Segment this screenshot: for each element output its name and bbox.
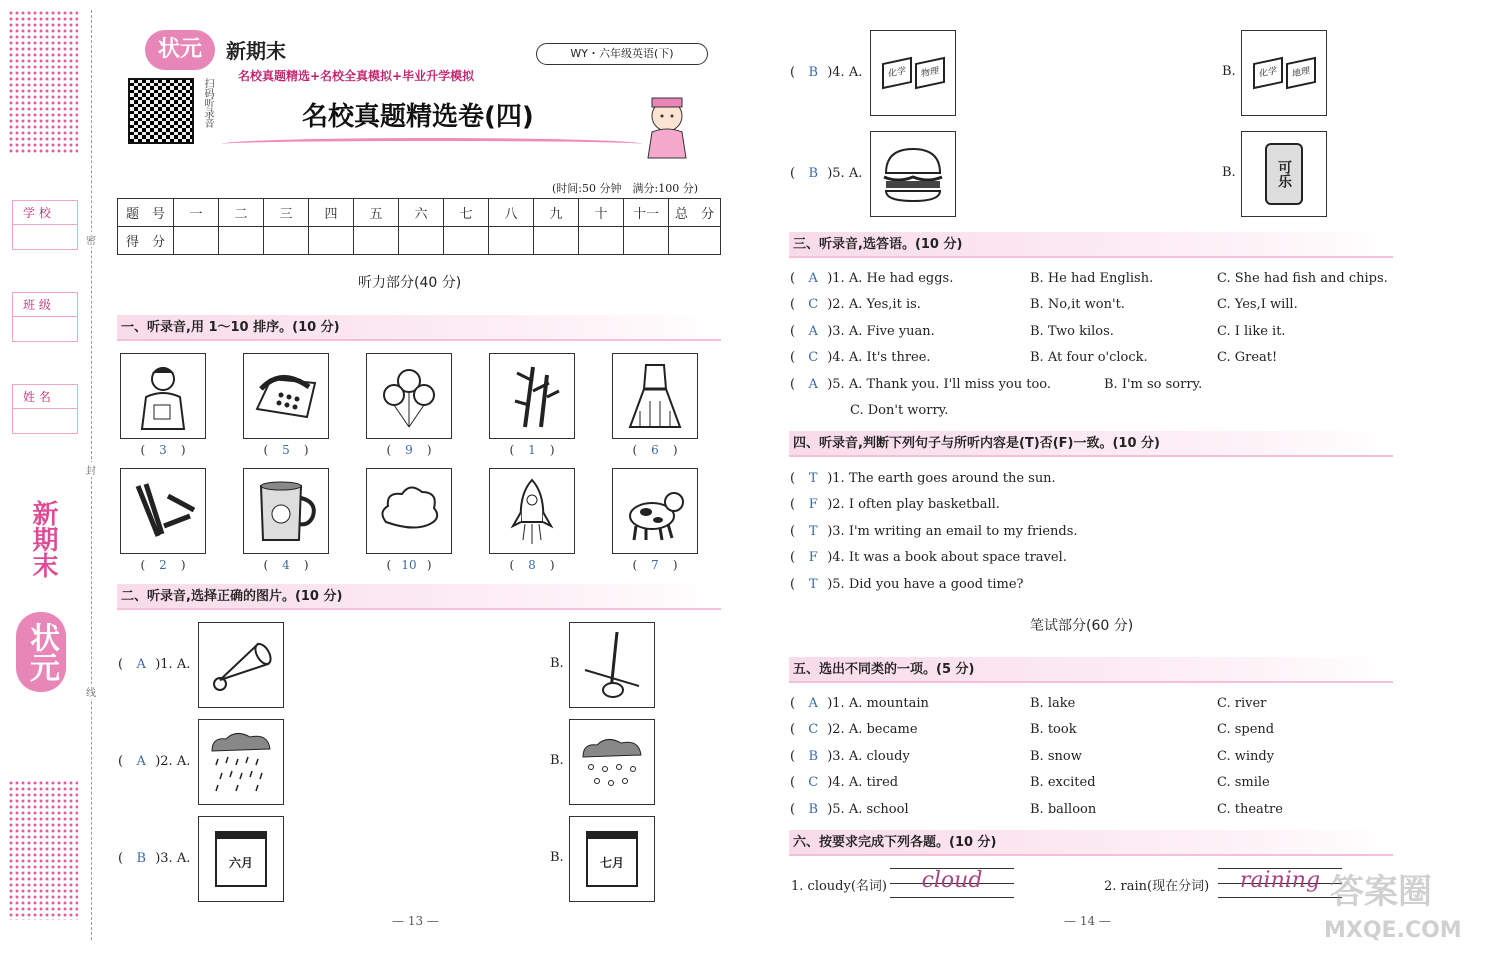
judge-row: ( F )2. I often play basketball. xyxy=(790,497,1000,512)
score-input[interactable] xyxy=(444,227,489,255)
sort-answer: ( 10 ) xyxy=(386,558,432,572)
choice-b-label: B. xyxy=(1222,64,1236,79)
option-b: B. snow xyxy=(1030,749,1082,764)
score-cell: 四 xyxy=(309,199,354,227)
score-input[interactable] xyxy=(624,227,669,255)
school-label: 学 校 xyxy=(13,201,77,225)
erhu-icon xyxy=(577,630,647,700)
option-c: C. river xyxy=(1217,696,1267,711)
score-input[interactable] xyxy=(579,227,624,255)
sort-answer: ( 3 ) xyxy=(140,443,186,457)
snow-icon xyxy=(577,727,647,797)
choice-picture-a[interactable] xyxy=(198,622,284,708)
choice-picture-b[interactable] xyxy=(569,622,655,708)
school-field[interactable] xyxy=(12,200,78,250)
sort-answer: ( 6 ) xyxy=(632,443,678,457)
score-cell: 三 xyxy=(264,199,309,227)
vertical-series: 新期末 xyxy=(28,500,58,578)
class-field[interactable] xyxy=(12,292,78,342)
judge-row: ( F )4. It was a book about space travel. xyxy=(790,550,1067,565)
choice-b-label: B. xyxy=(1222,165,1236,180)
choice-picture-b[interactable] xyxy=(1241,30,1327,116)
section-6-title: 六、按要求完成下列各题。(10 分) xyxy=(789,830,1393,856)
chopsticks-icon xyxy=(128,476,198,546)
name-label: 姓 名 xyxy=(13,385,77,409)
option-c: C. Don't worry. xyxy=(850,403,949,418)
answer-row: ( C )4. A. It's three. xyxy=(790,350,931,365)
q1-answer-field[interactable] xyxy=(890,868,1014,898)
sort-picture xyxy=(243,468,329,554)
sidebar-dots-bottom xyxy=(8,780,78,920)
option-c: C. theatre xyxy=(1217,802,1283,817)
seal-feng: 封 xyxy=(86,462,96,477)
listening-title: 听力部分(40 分) xyxy=(358,275,462,291)
score-cell: 五 xyxy=(354,199,399,227)
sort-answer: ( 1 ) xyxy=(509,443,555,457)
score-cell: 八 xyxy=(489,199,534,227)
books-icon: 化学 物理 xyxy=(882,60,945,86)
score-input[interactable] xyxy=(669,227,721,255)
sort-picture xyxy=(120,353,206,439)
seal-mi: 密 xyxy=(86,232,96,247)
rain-icon xyxy=(206,727,276,797)
q2-label: 2. rain(现在分词) xyxy=(1104,879,1210,894)
answer-row: ( A )1. A. He had eggs. xyxy=(790,271,954,286)
man-icon xyxy=(128,361,198,431)
answer-row: ( A )5. A. Thank you. I'll miss you too. xyxy=(790,377,1052,392)
section-2-title: 二、听录音,选择正确的图片。(10 分) xyxy=(117,584,721,610)
choice-item: ( B )4. A. xyxy=(790,65,863,80)
sort-picture xyxy=(489,353,575,439)
option-c: C. spend xyxy=(1217,722,1275,737)
time-info: (时间:50 分钟 满分:100 分) xyxy=(552,182,698,195)
sort-picture xyxy=(366,468,452,554)
odd-one-row: ( C )2. A. became xyxy=(790,722,918,737)
score-cell: 十 xyxy=(579,199,624,227)
option-b: B. At four o'clock. xyxy=(1030,350,1148,365)
score-row-header xyxy=(118,199,721,227)
sort-picture xyxy=(612,353,698,439)
written-title: 笔试部分(60 分) xyxy=(1030,618,1134,634)
grade-tag: WY・六年级英语(下) xyxy=(536,43,708,65)
dress-icon xyxy=(620,361,690,431)
scan-hint: 扫码听录音 xyxy=(202,78,213,128)
score-cell: 题 号 xyxy=(118,199,174,227)
score-cell: 六 xyxy=(399,199,444,227)
page-number-right: — 14 — xyxy=(1064,914,1111,928)
score-cell: 二 xyxy=(219,199,264,227)
sort-picture xyxy=(612,468,698,554)
bamboo-icon xyxy=(497,361,567,431)
option-b: B. No,it won't. xyxy=(1030,297,1125,312)
choice-item: ( A )2. A. xyxy=(118,754,191,769)
rocket-icon xyxy=(497,476,567,546)
seal-xian: 线 xyxy=(86,684,96,699)
qr-code[interactable] xyxy=(128,78,194,144)
sort-answer: ( 2 ) xyxy=(140,558,186,572)
score-input[interactable] xyxy=(219,227,264,255)
q2-answer-field[interactable] xyxy=(1218,868,1342,898)
option-c: C. smile xyxy=(1217,775,1270,790)
answer-row: ( C )2. A. Yes,it is. xyxy=(790,297,921,312)
sort-answer: ( 7 ) xyxy=(632,558,678,572)
page-title: 名校真题精选卷(四) xyxy=(302,102,534,132)
choice-b-label: B. xyxy=(550,753,564,768)
choice-picture-a[interactable] xyxy=(870,30,956,116)
option-b: B. He had English. xyxy=(1030,271,1154,286)
sidebar-dots-top xyxy=(8,10,78,155)
choice-b-label: B. xyxy=(550,656,564,671)
choice-b-label: B. xyxy=(550,850,564,865)
option-b: B. excited xyxy=(1030,775,1096,790)
title-swoosh xyxy=(222,138,642,150)
odd-one-row: ( A )1. A. mountain xyxy=(790,696,929,711)
choice-item: ( A )1. A. xyxy=(118,657,191,672)
choice-picture-a[interactable] xyxy=(870,131,956,217)
score-input[interactable] xyxy=(354,227,399,255)
series-title: 新期末 xyxy=(226,39,286,63)
sort-answer: ( 5 ) xyxy=(263,443,309,457)
judge-row: ( T )1. The earth goes around the sun. xyxy=(790,471,1056,486)
books-icon: 化学 地理 xyxy=(1253,60,1316,86)
watermark-logo: 答案圈 xyxy=(1330,872,1432,912)
judge-row: ( T )3. I'm writing an email to my friends. xyxy=(790,524,1078,539)
cola-can-icon: 可乐 xyxy=(1265,143,1303,205)
score-input[interactable] xyxy=(399,227,444,255)
page-number-left: — 13 — xyxy=(392,914,439,928)
vertical-brand: 状元 xyxy=(16,612,66,692)
mascot-icon xyxy=(634,92,700,160)
odd-one-row: ( C )4. A. tired xyxy=(790,775,899,790)
odd-one-row: ( B )3. A. cloudy xyxy=(790,749,910,764)
choice-picture-b[interactable] xyxy=(569,719,655,805)
section-4-title: 四、听录音,判断下列句子与所听内容是(T)否(F)一致。(10 分) xyxy=(789,431,1393,457)
horn-icon xyxy=(206,630,276,700)
q1-label: 1. cloudy(名词) xyxy=(791,879,887,894)
class-label: 班 级 xyxy=(13,293,77,317)
score-row-values xyxy=(118,227,721,255)
score-cell: 十一 xyxy=(624,199,669,227)
odd-one-row: ( B )5. A. school xyxy=(790,802,909,817)
score-input[interactable] xyxy=(264,227,309,255)
choice-item: ( B )5. A. xyxy=(790,166,863,181)
name-field[interactable] xyxy=(12,384,78,434)
sort-answer: ( 9 ) xyxy=(386,443,432,457)
section-1-title: 一、听录音,用 1～10 排序。(10 分) xyxy=(117,315,721,341)
option-c: C. I like it. xyxy=(1217,324,1286,339)
score-input[interactable] xyxy=(309,227,354,255)
section-3-title: 三、听录音,选答语。(10 分) xyxy=(789,232,1393,258)
header-subtitle: 名校真题精选+名校全真模拟+毕业升学模拟 xyxy=(238,69,475,83)
hamburger-icon xyxy=(878,139,948,209)
score-cell: 得 分 xyxy=(118,227,174,255)
score-input[interactable] xyxy=(489,227,534,255)
sort-picture xyxy=(243,353,329,439)
option-c: C. Great! xyxy=(1217,350,1278,365)
sort-answer: ( 8 ) xyxy=(509,558,555,572)
judge-row: ( T )5. Did you have a good time? xyxy=(790,577,1024,592)
score-cell: 九 xyxy=(534,199,579,227)
sort-picture xyxy=(366,353,452,439)
option-c: C. She had fish and chips. xyxy=(1217,271,1388,286)
option-b: B. Two kilos. xyxy=(1030,324,1114,339)
choice-picture-a[interactable] xyxy=(198,719,284,805)
score-input[interactable] xyxy=(534,227,579,255)
choice-picture-b[interactable] xyxy=(569,816,655,902)
calendar-icon: 六月 xyxy=(215,831,267,887)
score-cell: 七 xyxy=(444,199,489,227)
sort-answer: ( 4 ) xyxy=(263,558,309,572)
q1-answer: cloud xyxy=(921,868,983,893)
cow-icon xyxy=(620,476,690,546)
choice-picture-b[interactable] xyxy=(1241,131,1327,217)
q2-answer: raining xyxy=(1239,868,1321,893)
option-b: B. took xyxy=(1030,722,1077,737)
score-input[interactable] xyxy=(174,227,219,255)
calendar-icon: 七月 xyxy=(586,831,638,887)
sort-picture xyxy=(489,468,575,554)
cloud-icon xyxy=(374,476,444,546)
brand-logo: 状元 xyxy=(145,30,215,70)
score-cell: 一 xyxy=(174,199,219,227)
choice-item: ( B )3. A. xyxy=(118,851,191,866)
balloons-icon xyxy=(374,361,444,431)
score-table xyxy=(117,198,721,255)
section-5-title: 五、选出不同类的一项。(5 分) xyxy=(789,657,1393,683)
option-b: B. lake xyxy=(1030,696,1076,711)
choice-picture-a[interactable] xyxy=(198,816,284,902)
watermark-url: MXQE.COM xyxy=(1324,918,1462,943)
option-c: C. windy xyxy=(1217,749,1275,764)
phone-icon xyxy=(251,361,321,431)
option-b: B. I'm so sorry. xyxy=(1104,377,1203,392)
cup-icon xyxy=(251,476,321,546)
sort-picture xyxy=(120,468,206,554)
option-c: C. Yes,I will. xyxy=(1217,297,1298,312)
option-b: B. balloon xyxy=(1030,802,1097,817)
answer-row: ( A )3. A. Five yuan. xyxy=(790,324,935,339)
score-cell: 总 分 xyxy=(669,199,721,227)
